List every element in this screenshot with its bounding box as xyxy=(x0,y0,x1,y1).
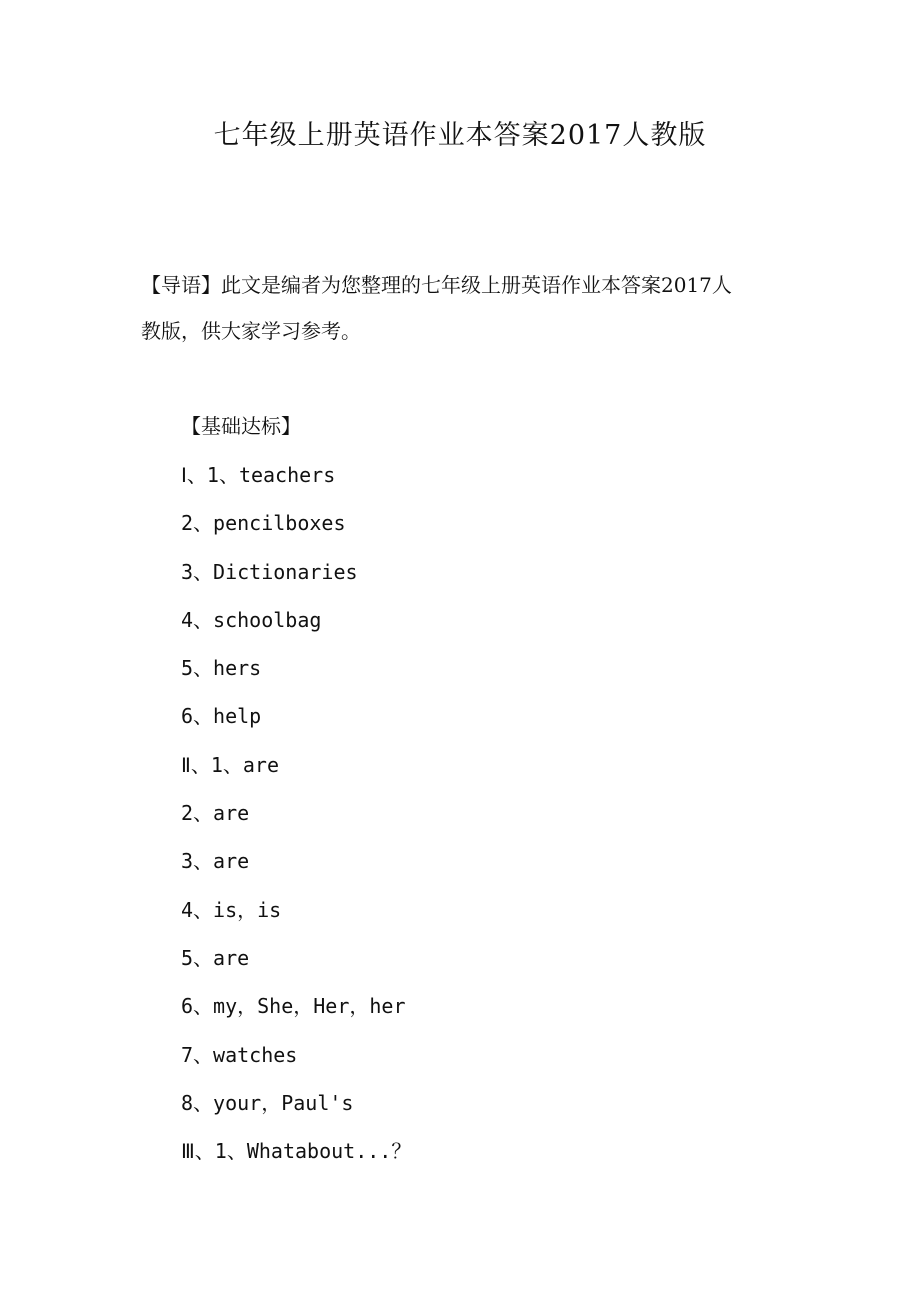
intro-line: 【导语】此文是编者为您整理的七年级上册英语作业本答案2017人 xyxy=(141,273,732,297)
section-heading: 【基础达标】 xyxy=(181,414,301,438)
answer-item: 6、my，She，Her，her xyxy=(181,994,406,1019)
answer-item: 4、schoolbag xyxy=(181,607,322,632)
answer-item: 3、Dictionaries xyxy=(181,559,358,584)
answer-item: Ⅲ、1、Whatabout...？ xyxy=(181,1139,412,1164)
answer-item: 8、your，Paul's xyxy=(181,1090,354,1115)
answer-item: 5、are xyxy=(181,945,250,970)
page-title: 七年级上册英语作业本答案2017人教版 xyxy=(213,120,707,151)
answer-item: 3、are xyxy=(181,849,250,874)
answer-item: Ⅰ、1、teachers xyxy=(181,463,336,487)
answer-item: 7、watches xyxy=(181,1042,298,1067)
answer-item: 2、are xyxy=(181,801,250,826)
answer-item: 4、is，is xyxy=(181,897,282,922)
answer-item: 5、hers xyxy=(181,656,262,681)
intro-paragraph xyxy=(141,262,791,354)
intro-line: 教版，供大家学习参考。 xyxy=(141,319,361,343)
answer-item: 6、help xyxy=(181,704,262,729)
answer-list xyxy=(181,455,411,1179)
answer-item: 2、pencilboxes xyxy=(181,511,346,536)
answer-item: Ⅱ、1、are xyxy=(181,752,280,777)
